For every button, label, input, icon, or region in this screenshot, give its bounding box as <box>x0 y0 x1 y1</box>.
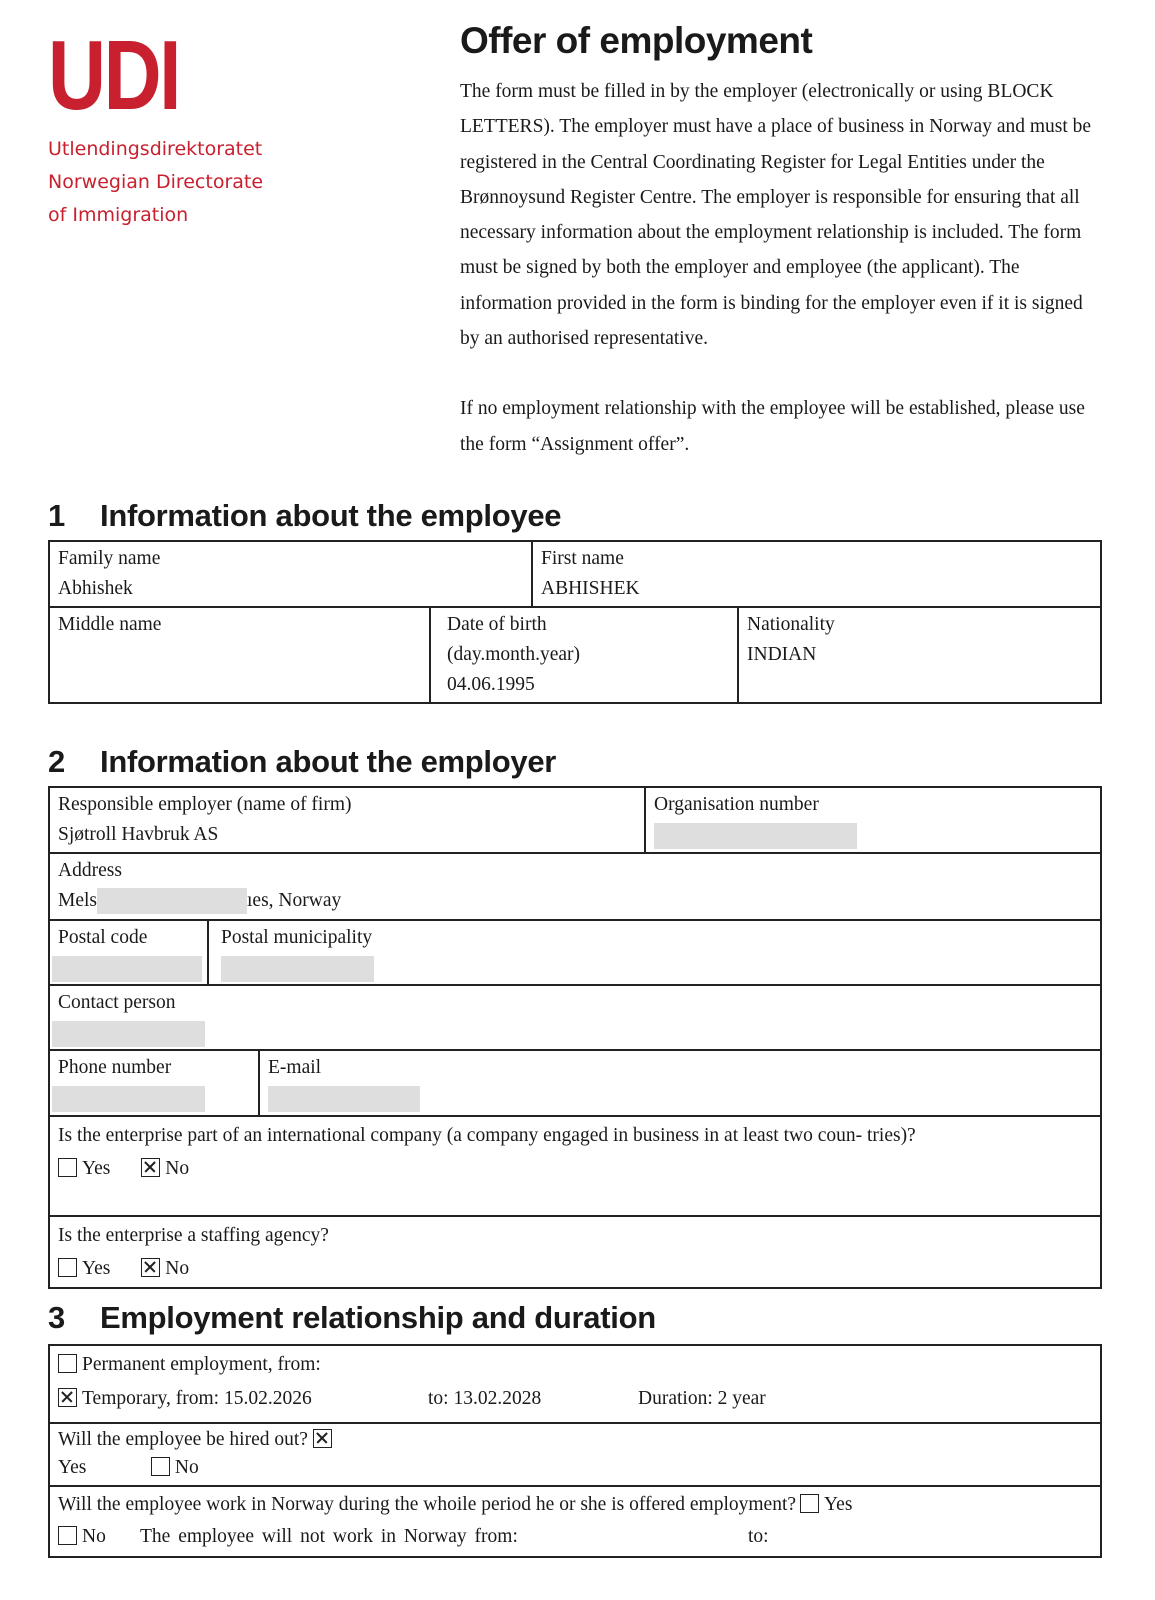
checkbox-checked-icon[interactable] <box>141 1158 160 1177</box>
address-value-end: ıes, Norway <box>247 890 342 911</box>
section-3-title: Employment relationship and duration <box>100 1300 656 1335</box>
international-no-option[interactable] <box>141 1154 189 1184</box>
international-yes-option[interactable] <box>58 1154 110 1184</box>
employer-name-field[interactable] <box>50 788 644 852</box>
contact-person-redacted <box>52 1021 205 1047</box>
dob-format: (day.month.year) <box>447 644 581 665</box>
postal-code-label: Postal code <box>58 927 148 948</box>
international-yes-label: Yes <box>82 1158 111 1179</box>
address-field[interactable] <box>50 854 1100 919</box>
udi-logo <box>48 20 308 232</box>
nationality-value: INDIAN <box>747 644 817 665</box>
section-2-number: 2 <box>48 744 65 779</box>
staffing-no-label: No <box>165 1258 190 1279</box>
phone-number-field[interactable] <box>50 1051 258 1115</box>
temporary-label: Temporary, from: 15.02.2026 <box>82 1388 312 1409</box>
postal-municipality-redacted <box>221 956 374 982</box>
family-name-value: Abhishek <box>58 578 133 599</box>
employee-info-box <box>48 540 1102 704</box>
hired-out-question <box>50 1424 1100 1485</box>
checkbox-empty-icon[interactable] <box>58 1258 77 1277</box>
organisation-number-label: Organisation number <box>654 794 819 815</box>
logo-line-2: Norwegian Directorate <box>48 171 264 193</box>
section-1-heading <box>48 498 561 534</box>
phone-number-redacted <box>52 1086 205 1112</box>
section-1-title: Information about the employee <box>100 498 562 533</box>
postal-code-field[interactable] <box>50 921 207 984</box>
contact-person-field[interactable] <box>50 986 1100 1049</box>
address-redacted <box>97 888 247 914</box>
logo-mark: UDI <box>48 20 180 130</box>
not-work-from-label: The employee will not work in Norway from: <box>140 1526 518 1547</box>
staffing-agency-question <box>50 1217 1100 1287</box>
dob-value: 04.06.1995 <box>447 674 535 695</box>
hired-out-no-option[interactable] <box>151 1457 199 1478</box>
employment-type-field <box>50 1346 1100 1422</box>
organisation-number-redacted <box>654 823 857 849</box>
nationality-label: Nationality <box>747 614 835 635</box>
checkbox-checked-icon[interactable] <box>313 1429 332 1448</box>
temporary-duration: Duration: 2 year <box>638 1388 766 1409</box>
checkbox-empty-icon[interactable] <box>58 1354 77 1373</box>
work-in-norway-question <box>50 1487 1100 1555</box>
intro-paragraph-1: The form must be filled in by the employer (electronically or using BLOCK LETTERS). The employer must have a place of business in Norway and must be registered in the Central Coordinating Register for Legal Entities under the Brønnoysund Register Centre. The employer is responsible for ensuring that all necessary information about the employment relationship is included. The form must be signed by both the employer and employee (the applicant). The information provided in the form is binding for the employer even if it is signed by an authorised representative. <box>460 81 1092 350</box>
section-3-number: 3 <box>48 1300 65 1335</box>
contact-person-label: Contact person <box>58 992 176 1013</box>
employer-name-label: Responsible employer (name of firm) <box>58 794 352 815</box>
first-name-field[interactable] <box>531 542 1100 606</box>
first-name-value: ABHISHEK <box>541 578 640 599</box>
organisation-number-field[interactable] <box>644 788 1100 852</box>
document-title: Offer of employment <box>460 20 813 61</box>
staffing-yes-label: Yes <box>82 1258 111 1279</box>
work-no-label: No <box>82 1526 106 1547</box>
not-work-to-label: to: <box>748 1526 769 1547</box>
family-name-field[interactable] <box>50 542 531 606</box>
international-no-label: No <box>165 1158 190 1179</box>
hired-out-question-text: Will the employee be hired out? <box>58 1429 308 1450</box>
temporary-to: to: 13.02.2028 <box>428 1388 542 1409</box>
postal-code-redacted <box>52 956 202 982</box>
section-2-heading <box>48 744 556 780</box>
email-redacted <box>268 1086 420 1112</box>
family-name-label: Family name <box>58 548 161 569</box>
checkbox-empty-icon[interactable] <box>58 1526 77 1545</box>
first-name-label: First name <box>541 548 624 569</box>
phone-number-label: Phone number <box>58 1057 172 1078</box>
employment-duration-box <box>48 1344 1102 1558</box>
nationality-field[interactable] <box>737 608 1100 702</box>
permanent-option[interactable] <box>58 1350 1092 1380</box>
employer-info-box <box>48 786 1102 1289</box>
temporary-option[interactable] <box>58 1384 428 1414</box>
permanent-label: Permanent employment, from: <box>82 1354 321 1375</box>
middle-name-field[interactable] <box>50 608 429 702</box>
checkbox-checked-icon[interactable] <box>58 1388 77 1407</box>
section-3-heading <box>48 1300 656 1336</box>
middle-name-label: Middle name <box>58 614 162 635</box>
checkbox-empty-icon[interactable] <box>151 1457 170 1476</box>
address-value-start: Mels <box>58 890 97 911</box>
intro-text <box>460 74 1100 462</box>
section-1-number: 1 <box>48 498 65 533</box>
postal-municipality-label: Postal municipality <box>221 927 373 948</box>
checkbox-empty-icon[interactable] <box>800 1494 819 1513</box>
staffing-question-text: Is the enterprise a staffing agency? <box>58 1225 329 1246</box>
work-question-text: Will the employee work in Norway during the whoile period he or she is offered employment? <box>58 1494 797 1515</box>
postal-municipality-field[interactable] <box>207 921 1100 984</box>
international-company-question <box>50 1117 1100 1215</box>
section-2-title: Information about the employer <box>100 744 557 779</box>
email-label: E-mail <box>268 1057 322 1078</box>
dob-label: Date of birth <box>447 614 547 635</box>
date-of-birth-field[interactable] <box>429 608 737 702</box>
email-field[interactable] <box>258 1051 1100 1115</box>
staffing-yes-option[interactable] <box>58 1254 110 1284</box>
international-question-text: Is the enterprise part of an international company (a company engaged in business in at least two coun- tries)? <box>58 1125 916 1146</box>
address-label: Address <box>58 860 122 881</box>
checkbox-empty-icon[interactable] <box>58 1158 77 1177</box>
employer-name-value: Sjøtroll Havbruk AS <box>58 824 219 845</box>
checkbox-checked-icon[interactable] <box>141 1258 160 1277</box>
hired-out-no-label: No <box>174 1457 199 1478</box>
work-yes-label: Yes <box>824 1494 853 1515</box>
intro-paragraph-2: If no employment relationship with the employee will be established, please use the form “Assignment offer”. <box>460 398 1085 455</box>
logo-line-1: Utlendingsdirektoratet <box>48 138 263 160</box>
logo-line-3: of Immigration <box>48 204 189 226</box>
hired-out-yes-label: Yes <box>58 1457 87 1478</box>
staffing-no-option[interactable] <box>141 1254 189 1284</box>
work-no-option[interactable] <box>58 1521 140 1553</box>
